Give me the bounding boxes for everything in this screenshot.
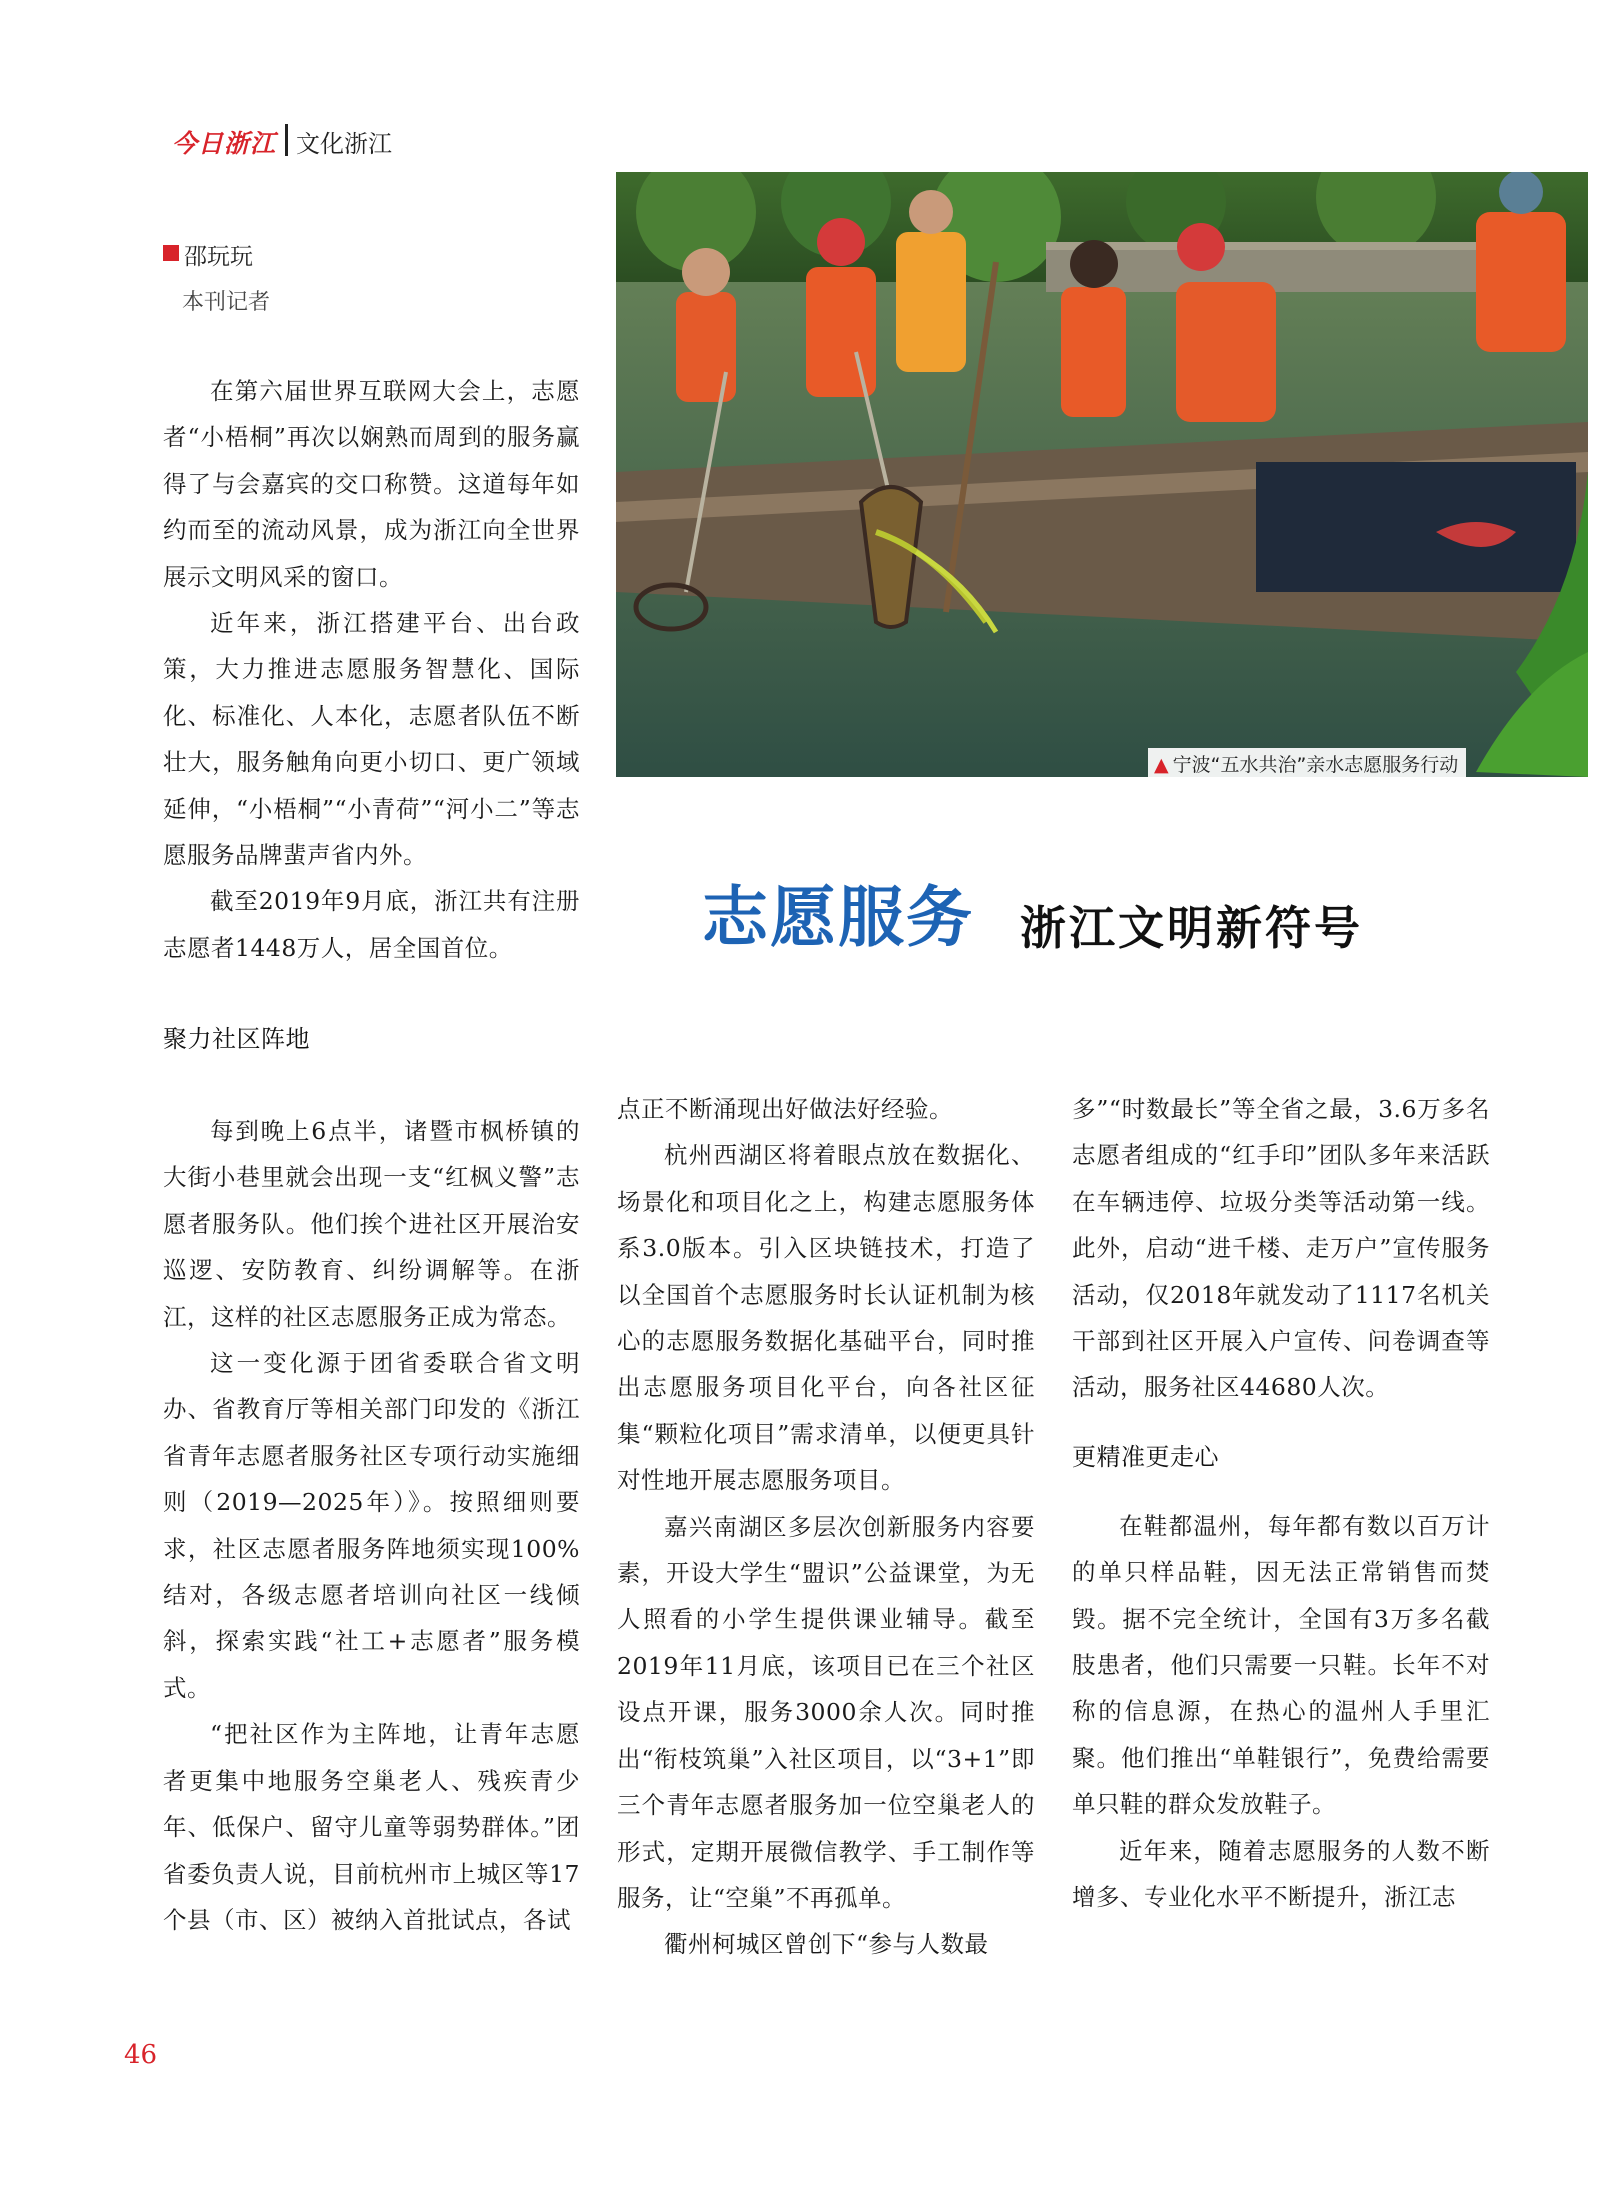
magazine-logo: 今日浙江	[172, 129, 277, 158]
triangle-marker-icon: ▲	[1154, 754, 1169, 776]
body-column-3	[1072, 1086, 1490, 1921]
body-paragraph: 这一变化源于团省委联合省文明办、省教育厅等相关部门印发的《浙江省青年志愿者服务社区专项行动实施细则（2019—2025年）》。按照细则要求，社区志愿者服务阵地须实现100%结对，各级志愿者培训向社区一线倾斜，探索实践“社工+志愿者”服务模式。	[163, 1349, 580, 1702]
article-subtitle: 浙江文明新符号	[1020, 901, 1363, 955]
author-name: 邵玩玩	[184, 244, 253, 270]
heading-spacer	[163, 1062, 580, 1108]
body-column-1	[163, 1016, 580, 1943]
body-paragraph-continued: 点正不断涌现出好做法好经验。	[617, 1095, 953, 1123]
body-paragraph: 近年来，随着志愿服务的人数不断增多、专业化水平不断提升，浙江志	[1072, 1836, 1490, 1912]
intro-text	[163, 368, 580, 971]
photo-caption-text: 宁波“五水共治”亲水志愿服务行动	[1172, 754, 1459, 776]
body-paragraph: “把社区作为主阵地，让青年志愿者更集中地服务空巢老人、残疾青少年、低保户、留守儿童等弱势群体。”团省委负责人说，目前杭州市上城区等17个县（市、区）被纳入首批试点，各试	[163, 1720, 580, 1934]
body-column-2	[617, 1086, 1035, 1968]
author-marker-icon	[163, 245, 179, 261]
intro-paragraph: 在第六届世界互联网大会上，志愿者“小梧桐”再次以娴熟而周到的服务赢得了与会嘉宾的交口称赞。这道每年如约而至的流动风景，成为浙江向全世界展示文明风采的窗口。	[163, 377, 580, 591]
intro-paragraph: 近年来，浙江搭建平台、出台政策，大力推进志愿服务智慧化、国际化、标准化、人本化，志愿者队伍不断壮大，服务触角向更小切口、更广领域延伸，“小梧桐”“小青荷”“河小二”等志愿服务品牌蜚声省内外。	[163, 609, 580, 870]
body-paragraph: 在鞋都温州，每年都有数以百万计的单只样品鞋，因无法正常销售而焚毁。据不完全统计，全国有3万多名截肢患者，他们只需要一只鞋。长年不对称的信息源，在热心的温州人手里汇聚。他们推出“单鞋银行”，免费给需要单只鞋的群众发放鞋子。	[1072, 1511, 1490, 1819]
section-heading: 聚力社区阵地	[163, 1025, 310, 1053]
section-name: 文化浙江	[296, 130, 392, 158]
intro-paragraph: 截至2019年9月底，浙江共有注册志愿者1448万人，居全国首位。	[163, 887, 580, 962]
author-role: 本刊记者	[182, 290, 271, 315]
body-paragraph: 每到晚上6点半，诸暨市枫桥镇的大街小巷里就会出现一支“红枫义警”志愿者服务队。他们挨个进社区开展治安巡逻、安防教育、纠纷调解等。在浙江，这样的社区志愿服务正成为常态。	[163, 1117, 580, 1331]
photo-caption	[1148, 748, 1466, 779]
volunteer-photo	[616, 172, 1588, 777]
body-paragraph: 嘉兴南湖区多层次创新服务内容要素，开设大学生“盟识”公益课堂，为无人照看的小学生提供课业辅导。截至2019年11月底，该项目已在三个社区设点开课，服务3000余人次。同时推出“衔枝筑巢”入社区项目，以“3+1”即三个青年志愿者服务加一位空巢老人的形式，定期开展微信教学、手工制作等服务，让“空巢”不再孤单。	[617, 1512, 1035, 1912]
body-paragraph-continued: 多”“时数最长”等全省之最，3.6万多名志愿者组成的“红手印”团队多年来活跃在车辆违停、垃圾分类等活动第一线。此外，启动“进千楼、走万户”宣传服务活动，仅2018年就发动了1117名机关干部到社区开展入户宣传、问卷调查等活动，服务社区44680人次。	[1072, 1095, 1490, 1402]
body-paragraph: 杭州西湖区将着眼点放在数据化、场景化和项目化之上，构建志愿服务体系3.0版本。引入区块链技术，打造了以全国首个志愿服务时长认证机制为核心的志愿服务数据化基础平台，同时推出志愿服务项目化平台，向各社区征集“颗粒化项目”需求清单，以便更具针对性地开展志愿服务项目。	[617, 1141, 1035, 1495]
page-number: 46	[124, 2040, 158, 2070]
section-spacer	[1072, 1411, 1490, 1434]
body-paragraph: 衢州柯城区曾创下“参与人数最	[664, 1930, 989, 1959]
section-heading: 更精准更走心	[1072, 1442, 1219, 1471]
heading-spacer	[1072, 1480, 1490, 1503]
header-divider	[285, 124, 288, 156]
article-title: 志愿服务	[702, 879, 974, 956]
